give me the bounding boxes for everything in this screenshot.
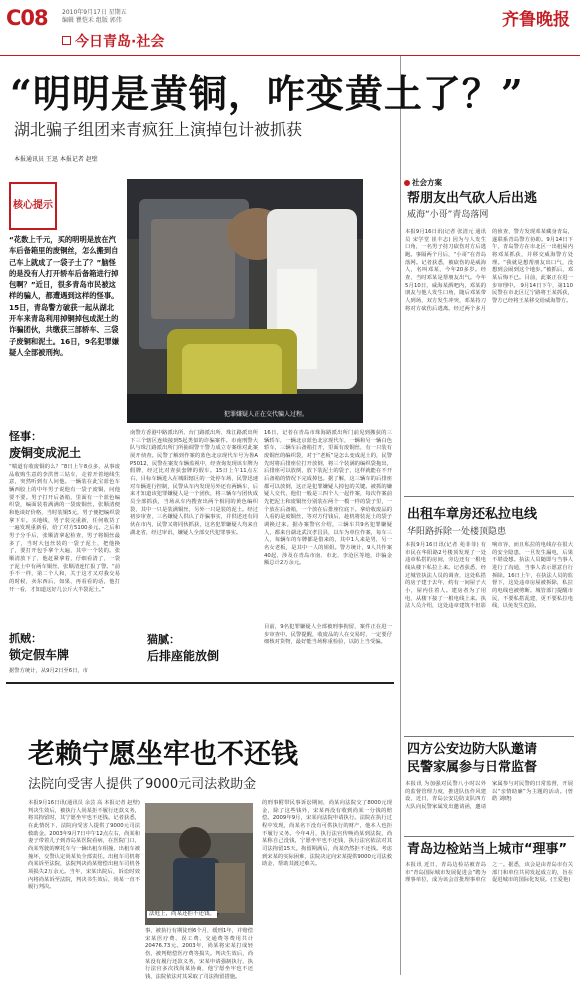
story-divider xyxy=(6,682,394,684)
story2-column-3: 的刑事附带民事诉讼期间，尚某向法院交了8000元现金，除了这些钱外，宋某再没有收到尚某一分钱的赔偿。2009年9月，宋某向法院申请执行。法院在执行过程中发现，尚某名下没有可供执行的财产，他本人也拒不履行义务。今年4月，执行法官传唤尚某到法院，尚某称自己没钱，宁愿坐牢也不还钱，执行法官依法对其司法拘留15天。拘留期满后，尚某仍然拒不还钱。考虑到宋某的实际困难，法院决定向宋某提供9000元司法救助金，帮助其渡过难关。 xyxy=(262,800,393,868)
story2-column-1: 本报9月16日讯(通讯员 余芸 高 本报记者 赵壁) 判决生效后，被执行人尚某拒不履行还款义务，将其拘留时，其宁愿坐牢也不还钱。记者获悉，在此情况下，法院向受害人提供了9000元司法救助金。2003年9月7日中午12点左右，尚某和妻子带着儿子到青岛某医院看病，在医院门口，尚某驾驶的摩托车与一辆出租车相撞，出租车被撞坏，交警认定尚某负全部责任。出租车司机将尚某诉至法院，法院判决尚某赔偿出租车司机各项损失2万余元。当年，宋某出院后，诉讼时效内将尚某诉至法院，判决书生效后，尚某一直不履行判决。 xyxy=(28,800,140,891)
lead-subheadline: 湖北骗子组团来青疯狂上演掉包计被抓获 xyxy=(14,120,303,139)
section-b-subtitle: 锁定假车牌 xyxy=(9,648,70,662)
date-line xyxy=(62,9,127,25)
column-divider xyxy=(400,56,401,975)
section-c-title: 猫腻： xyxy=(147,633,180,646)
lead-column-3: 16日，记者在青岛市珠海路派出所门前见到搬获的三辆轿车，一辆北京蓝色北京现代车，一辆和另一辆白色轿车，三辆车后备箱打开，里面有废铜丝，有一只装有废铜丝的编织袋，对于“老板”是怎么变成泥土的，民警先时将后排座位打开放倒，将三个装满的编织袋拖出，后排座可以放倒，放下装泥土的袋子，这样就能在不开后备箱的情况下完成掉包。据了解，这三辆车的后排座都可以放倒，这正是犯罪嫌疑人掉包的关键。被抓的嫌疑人交代，他们一般是三四个人一起作案，每次作案前先把泥土和废铜丝分别装在两个一模一样的袋子里，一个放在后备箱，一个放在后排座位底下。拿给收废品的人看的是废铜丝，等对方付钱后，趁机将装泥土的袋子调换过来。据办案警官介绍，三辆车共9名犯罪嫌疑人，都来自湖北武汉孝昌县，以车为单位作案，每车三人，每辆车的车牌都是借来的，其中1人来是男，另一名女老板，是其中一人的姐姐。警方统计，9人共作案40起，涉及在青岛市南、市北、李沧区等地，诈骗金额总计2万余元。 xyxy=(264,430,392,567)
right-top-body xyxy=(405,229,573,491)
right-top-text: 本报9月16日讯(记者 张清元 通讯员 宋学堂 崔丰志) 因为与人发生口角，一名男子持刀砍伤对方后逃跑。事隔两个月后，“小哥”在青岛落网。记者获悉，被砍伤的是威海人，名叫邓某，今年20多岁。经查，当时邓某是帮朋友出气。今年5月10日，威海某酒吧内，邓某的朋友与他人发生口角，随后邓某带人到场，双方发生冲突，邓某持刀将对方砍伤后逃离。经过两个多月的侦查，警方发现邓某藏身青岛，遂联系青岛警方协助。9月14日下午，青岛警方在市北区一出租屋内将邓某抓获，并移交威海警方处理。“我就是想帮朋友出口气，没想到会闹到这个地步。”被抓后，邓某后悔不已。目前，此案正在进一步审理中。 xyxy=(405,229,573,312)
page-number: C08 xyxy=(6,6,48,30)
right-top-headline: 帮朋友出气砍人后出逃 xyxy=(407,191,538,206)
story2-photo-illustration xyxy=(145,803,253,925)
right-top-tag-text: 社会方案 xyxy=(412,178,442,187)
section-square-icon xyxy=(62,36,71,45)
right-mid-headline: 出租车章房还私拉电线 xyxy=(407,507,538,522)
core-hint-box: 核心提示 xyxy=(9,182,57,230)
section-title-text: 今日青岛·社会 xyxy=(75,34,165,50)
right-mid-body: 本报9月16日讯(记者 苑菲菲) 有市民在华阳路2号楼顶发现了一处违章私搭的房间，旁边还有一根电线从楼下私拉上来。记者获悉，经过城管执法人员的调查，这处私搭的房子建于去年，约有一间屋子大小，屋内住着人。建房者为了用电，从楼下接了一根电线上来。执法人员介绍，这处违章建筑不但影响市容，而且私拉的电线存在很大的安全隐患，一旦发生漏电，后果不堪设想。执法人员随即与当事人进行了沟通，当事人表示愿意自行拆除。16日上午，在执法人员的监督下，这处违章房屋被拆除，私拉的电线也被剪断。城管部门提醒市民，不要私搭乱建，更不要私拉电线，以免发生危险。 xyxy=(405,542,573,610)
right-bottom1-body xyxy=(405,781,573,833)
right-bottom2-body xyxy=(405,862,573,966)
lead-paragraph: “花数上千元，买的明明是放在汽车后备箱里的废铜丝，怎么搬到自己车上就成了一袋子土了？”脑怪的是没有人打开轿车后备箱进行掉包啊？”近日，很多青岛市民被这样的骗人，都遭遇到这样的怪事。15日，青岛警方破获一起从湖北开车来青岛利用掉铜掉包成泥土的诈骗团伙，共缴获三部轿车、三袋子废铜和泥土。16日，9名犯罪嫌疑人全部被刑拘。 xyxy=(9,235,120,357)
paper-logo: 齐鲁晚报 xyxy=(502,10,570,30)
story2-headline: 老赖宁愿坐牢也不还钱 xyxy=(28,739,298,770)
right-bottom1-credit: (曾皓 刘晓) xyxy=(492,788,573,803)
right-bottom2-credit: (王爱艳) xyxy=(550,877,571,884)
lead-column-2: 南警方香港中路派出所、台门路派出所、珠江路派出所下三个辖区连续接到5起类似的诈骗案件。市南刑警大队与珠江路派出所门所抽调警干警力成立专案组对此案展开侦查。民警了解到作案的蓝色北京现代车号为鲁A P5012，民警在案发车辆监视中，经查询发现该车牌为假牌，经过比对查获套牌的假车。15日上午11点左右，目标车辆进入在城阳辖区的一处停车场，民警迅速对车辆进行控制，民警从车内发现另外还有两辆车，后来才知道该犯罪嫌疑人是一个团伙，将三辆车与团伙成员全部抓获，当场从车内搜查出两个相同的黄色编织袋，其中一只是装满铜丝，另外一只是装的泥土。经过初步审查，三名嫌疑人供认了诈骗事实，并供述还有同伙在市内，民警又将同伙抓获，这名犯罪嫌疑人均来自湖北省，经过审讯，嫌疑人全部交代犯罪事实。 xyxy=(130,430,258,536)
right-divider-2 xyxy=(404,736,574,737)
lead-column-1: “喘道有收废铜的么？”8日上午8点多，从事废品收购生意的李洪曾三姑车，走着开着地线生意，突然听到有人问他。一辆装在此宝蓝色车辆西胶上的中年男子说他有一袋子废铜，问他要不要。男子打开后备箱，里面有一个蓝色编织袋，编面装着满满的一袋废铜丝，张顺清便和他谈好价格，当时装铜5元，男子便把编织袋拿下车。买地线，男子装完重新，任何收货了一遍发现重新看，给了对方5100多元。之后和男子分手后，张顺清拿起检查，男子将铜丝最多了，当时大包丝装的一袋子泥土，把他换了，要打开包手拿个大遍，其中一个装的。张顺清放下了，他赶紧拿着，仔细看清了，一袋子泥土中有两车铜丝，张顺清连忙报了警。“前手不一样，第二个人和，关于这才又对我交易的时候，卖东西后，如果，再看看的话，他打开一看，才知道这好几公斤大半袋泥土。” xyxy=(9,464,120,593)
lead-headline: “明明是黄铜，咋变黄土了？” xyxy=(10,71,524,116)
right-top-tag xyxy=(404,178,442,187)
right-top-tail: 9月14日下午，第110民警在市北区辽宁路将王某抓获，警方已经将王某移交给威海警方。 xyxy=(492,282,573,305)
right-mid-subheadline: 华阳路拆除一处楼顶隐患 xyxy=(407,527,507,537)
right-top-subheadline: 威海“小哥”青岛落网 xyxy=(407,210,489,220)
section-c-subtitle: 后排座能放倒 xyxy=(147,649,220,663)
right-bottom1-headline: 四方公安边防大队邀请 xyxy=(407,742,538,757)
story2-photo-caption: 法庭上，尚某还拒不还钱。 xyxy=(149,911,216,917)
story2-column-2: 事，被执行有期徒刑6个月，缓刑1年，并赔偿宋某医疗费、误工费、交通费等费用共计20476.73元。2003年，尚某将宋某打成轻伤，被判赔偿医疗费等损失。判决生效后，尚某没有履行还款义务，宋某申请强制执行，执行法官多次找尚某协商，他宁愿坐牢也不还钱，法院依法对其采取了司法拘留措施。 xyxy=(145,928,253,981)
editor-credit: 编辑 瞿恺禾 组版 郭伟 xyxy=(62,17,122,25)
right-bottom1-text: 本报讯 为加强对民警八小时以外的监督管理力度，推进队伍作风建设，近日，青岛公安边防支队四方大队向民警家属发出邀请函，邀请家属参与对民警的日常监督，开展以“亲情助廉”为主题的活动。 xyxy=(405,781,573,811)
masthead xyxy=(0,0,580,56)
right-divider-3 xyxy=(404,836,574,837)
section-title xyxy=(62,34,164,52)
right-divider-1 xyxy=(404,496,574,497)
lead-photo-illustration xyxy=(127,179,363,423)
lead-photo-caption: 犯罪嫌疑人正在交代骗人过程。 xyxy=(224,411,309,418)
lead-byline: 本报通讯员 王迅 本报记者 赵壁 xyxy=(14,156,98,163)
issue-date: 2010年9月17日 星期五 xyxy=(62,9,127,16)
section-a-subtitle: 废铜变成泥土 xyxy=(9,446,82,460)
section-a-title: 怪事： xyxy=(9,430,42,443)
story2-subheadline: 法院向受害人提供了9000元司法救助金 xyxy=(28,777,257,792)
bullet-icon xyxy=(404,180,410,186)
lead-photo xyxy=(127,179,363,423)
right-bottom2-headline: 青岛边检站当上城市“理事” xyxy=(407,842,568,857)
right-bottom1-subheadline: 民警家属参与日常监督 xyxy=(407,760,538,775)
story2-photo xyxy=(145,803,253,925)
section-b-title: 抓贼： xyxy=(9,632,42,645)
lead-column-1-tail: 据警方统计，从9月2日至6日，市 xyxy=(9,668,88,674)
lead-column-3-tail: 目前，9名犯罪嫌疑人全部被刑事拘留，案件正在进一步审查中。民警提醒，收废品的人在交易时，一定要仔细核对货物，最好能当场称重检验，以防上当受骗。 xyxy=(264,624,392,646)
right-bottom2-text: 本报讯 近日，青岛边检站被青岛市“青岛国际城市发展促进会”聘为理事单位，成为该会首批理事单位之一。据悉，该会是由青岛市有关部门和单位共同发起成立的，旨在促进城市的国际化发展。 xyxy=(405,862,573,884)
